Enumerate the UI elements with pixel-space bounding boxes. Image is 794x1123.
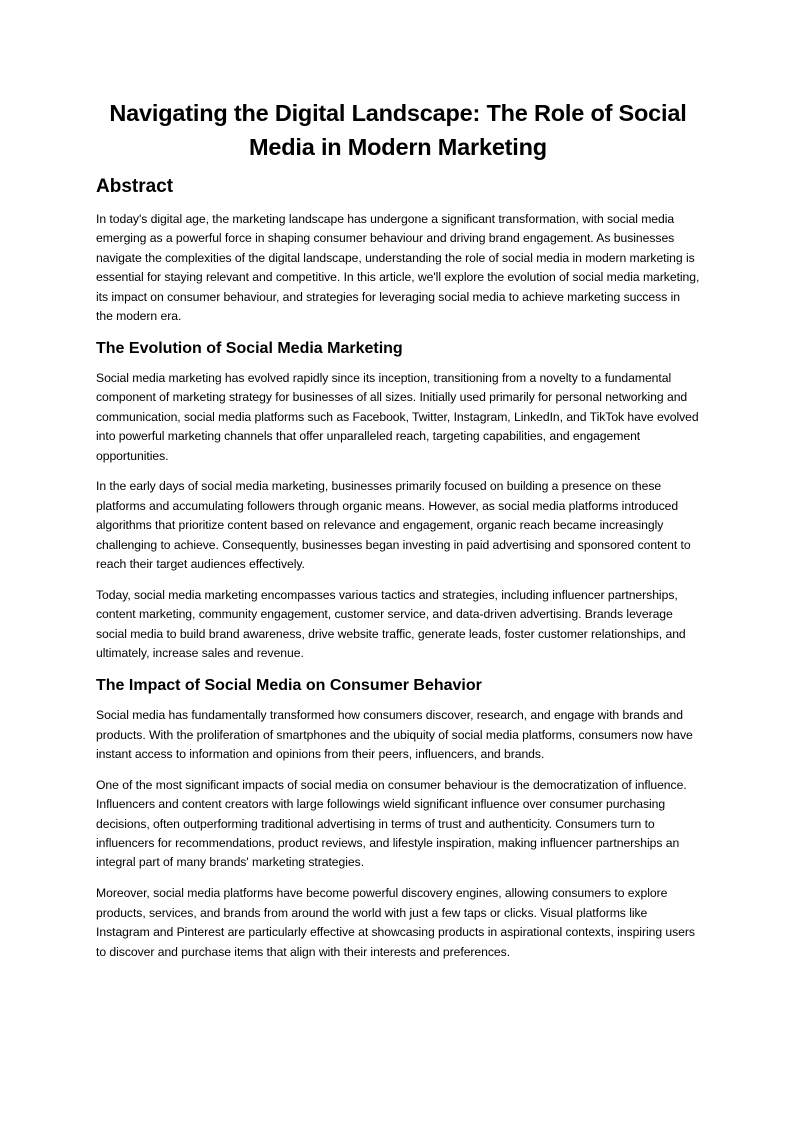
section-heading-evolution: The Evolution of Social Media Marketing bbox=[96, 339, 403, 357]
paragraph: Social media marketing has evolved rapidly since its inception, transitioning from a novelty to a fundamental component of marketing strategy for businesses of all sizes. Initially used primarily for personal networking and communication, social media platforms such as Facebook, Twitter, Instagram, LinkedIn, and TikTok have evolved into powerful marketing channels that offer unparalleled reach, targeting capabilities, and engagement opportunities. bbox=[96, 370, 699, 463]
paragraph: One of the most significant impacts of social media on consumer behaviour is the democratization of influence. Influencers and content creators with large followings wield significant influence over consumer purchasing decisions, often outperforming traditional advertising in terms of trust and authenticity. Consumers turn to influencers for recommendations, product reviews, and lifestyle inspiration, making influencer partnerships an integral part of many brands' marketing strategies. bbox=[96, 777, 687, 870]
paragraph: In the early days of social media marketing, businesses primarily focused on building a presence on these platforms and accumulating followers through organic means. However, as social media platforms introduced algorithms that prioritize content based on relevance and engagement, organic reach became increasingly challenging to achieve. Consequently, businesses began investing in paid advertising and sponsored content to reach their target audiences effectively. bbox=[96, 479, 691, 572]
abstract-heading: Abstract bbox=[96, 176, 174, 197]
paragraph: Today, social media marketing encompasses various tactics and strategies, including influencer partnerships, content marketing, community engagement, customer service, and data-driven advertising. Brands leverage social media to build brand awareness, drive website traffic, generate leads, foster customer relationships, and ultimately, increase sales and revenue. bbox=[96, 588, 686, 661]
section-evolution bbox=[96, 338, 700, 664]
paragraph: Moreover, social media platforms have become powerful discovery engines, allowing consumers to explore products, services, and brands from around the world with just a few taps or clicks. Visual platforms like Instagram and Pinterest are particularly effective at showcasing products in aspirational contexts, inspiring users to discover and purchase items that align with their interests and preferences. bbox=[96, 886, 695, 959]
section-impact bbox=[96, 675, 700, 962]
section-heading-impact: The Impact of Social Media on Consumer Behavior bbox=[96, 677, 482, 695]
document-page bbox=[96, 96, 700, 974]
paragraph: Social media has fundamentally transformed how consumers discover, research, and engage with brands and products. With the proliferation of smartphones and the ubiquity of social media platforms, consumers now have instant access to information and opinions from their peers, influencers, and brands. bbox=[96, 708, 693, 761]
document-title: Navigating the Digital Landscape: The Role of Social Media in Modern Marketing bbox=[109, 100, 687, 160]
abstract-paragraph: In today's digital age, the marketing landscape has undergone a significant transformation, with social media emerging as a powerful force in shaping consumer behaviour and driving brand engagement. As businesses navigate the complexities of the digital landscape, understanding the role of social media in modern marketing is essential for staying relevant and competitive. In this article, we'll explore the evolution of social media marketing, its impact on consumer behaviour, and strategies for leveraging social media to achieve marketing success in the modern era. bbox=[96, 212, 700, 324]
